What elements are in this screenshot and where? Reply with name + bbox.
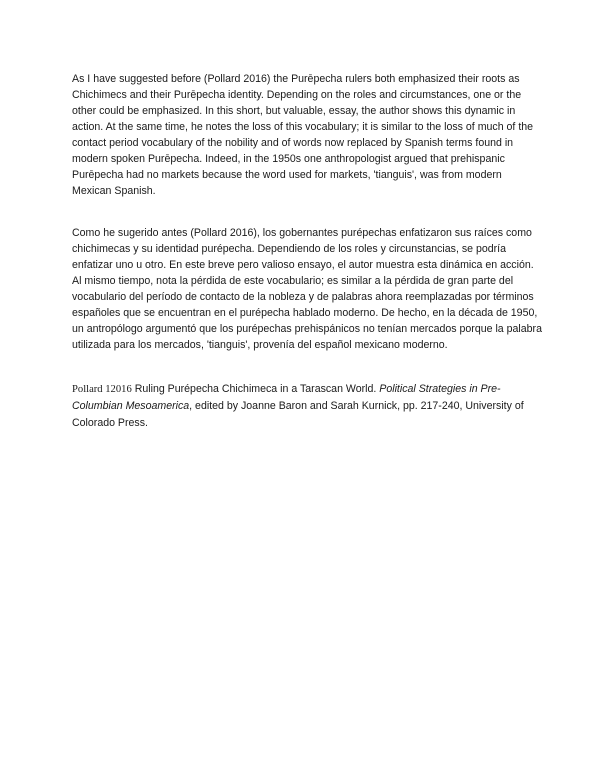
citation-author-year: Pollard 12016 bbox=[72, 384, 132, 395]
citation-publication-details: , edited by Joanne Baron and Sarah Kurnick, pp. 217-240, University of Colorado Press. bbox=[72, 400, 524, 429]
citation-book-title: Political Strategies in Pre-Columbian Mesoamerica bbox=[72, 383, 501, 412]
spanish-paragraph: Como he sugerido antes (Pollard 2016), los gobernantes purépechas enfatizaron sus raíces como chichimecas y su identidad purépecha. Dependiendo de los roles y circunstancias, se podría enfatizar uno u otro. En este breve pero valioso ensayo, el autor muestra esta dinámica en acción. Al mismo tiempo, nota la pérdida de este vocabulario; es similar a la pérdida de gran parte del vocabulario del período de contacto de la nobleza y de palabras ahora reemplazadas por términos españoles que se encuentran en el purépecha hablado moderno. De hecho, en la década de 1950, un antropólogo argumentó que los purépechas prehispánicos no tenían mercados porque la palabra utilizada para los mercados, 'tianguis', provenía del español mexicano moderno. bbox=[72, 227, 542, 351]
citation-title: Ruling Purépecha Chichimeca in a Tarascan World. bbox=[131, 383, 380, 395]
citation bbox=[72, 381, 544, 432]
english-paragraph: As I have suggested before (Pollard 2016) the Purēpecha rulers both emphasized their roots as Chichimecs and their Purēpecha identity. Depending on the roles and circumstances, one or the other could be emphasized. In this short, but valuable, essay, the author shows this dynamic in action. At the same time, he notes the loss of this vocabulary; it is similar to the loss of much of the contact period vocabulary of the nobility and of words now replaced by Spanish terms found in modern spoken Purēpecha. Indeed, in the 1950s one anthropologist argued that prehispanic Purēpecha had no markets because the word used for markets, 'tianguis', was from modern Mexican Spanish. bbox=[72, 73, 534, 197]
